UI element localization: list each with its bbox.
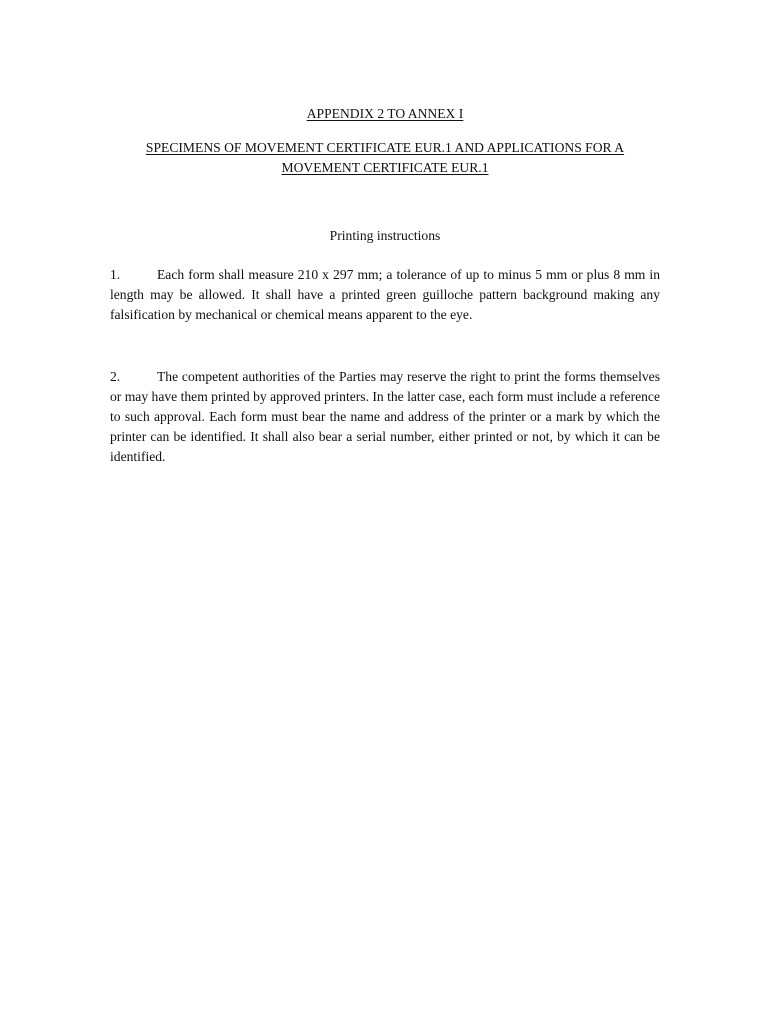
section-heading: Printing instructions: [329, 228, 441, 243]
paragraph-number: 2.: [110, 369, 121, 384]
paragraph-text: Each form shall measure 210 x 297 mm; a tolerance of up to minus 5 mm or plus 8 mm in length may be allowed. It shall have a printed green guilloche pattern background making any falsification by mechanical or chemical means apparent to the eye.: [110, 267, 660, 322]
appendix-title: APPENDIX 2 TO ANNEX I: [306, 106, 464, 121]
specimens-title: SPECIMENS OF MOVEMENT CERTIFICATE EUR.1 AND APPLICATIONS FOR A MOVEMENT CERTIFICATE EUR.1: [145, 140, 625, 175]
paragraph: [110, 367, 660, 467]
paragraph-number: 1.: [110, 267, 121, 282]
paragraph: [110, 265, 660, 325]
paragraph-text: The competent authorities of the Parties may reserve the right to print the forms themselves or may have them printed by approved printers. In the latter case, each form must include a reference to such approval. Each form must bear the name and address of the printer or a mark by which the printer can be identified. It shall also bear a serial number, either printed or not, by which it can be identified.: [110, 369, 660, 464]
